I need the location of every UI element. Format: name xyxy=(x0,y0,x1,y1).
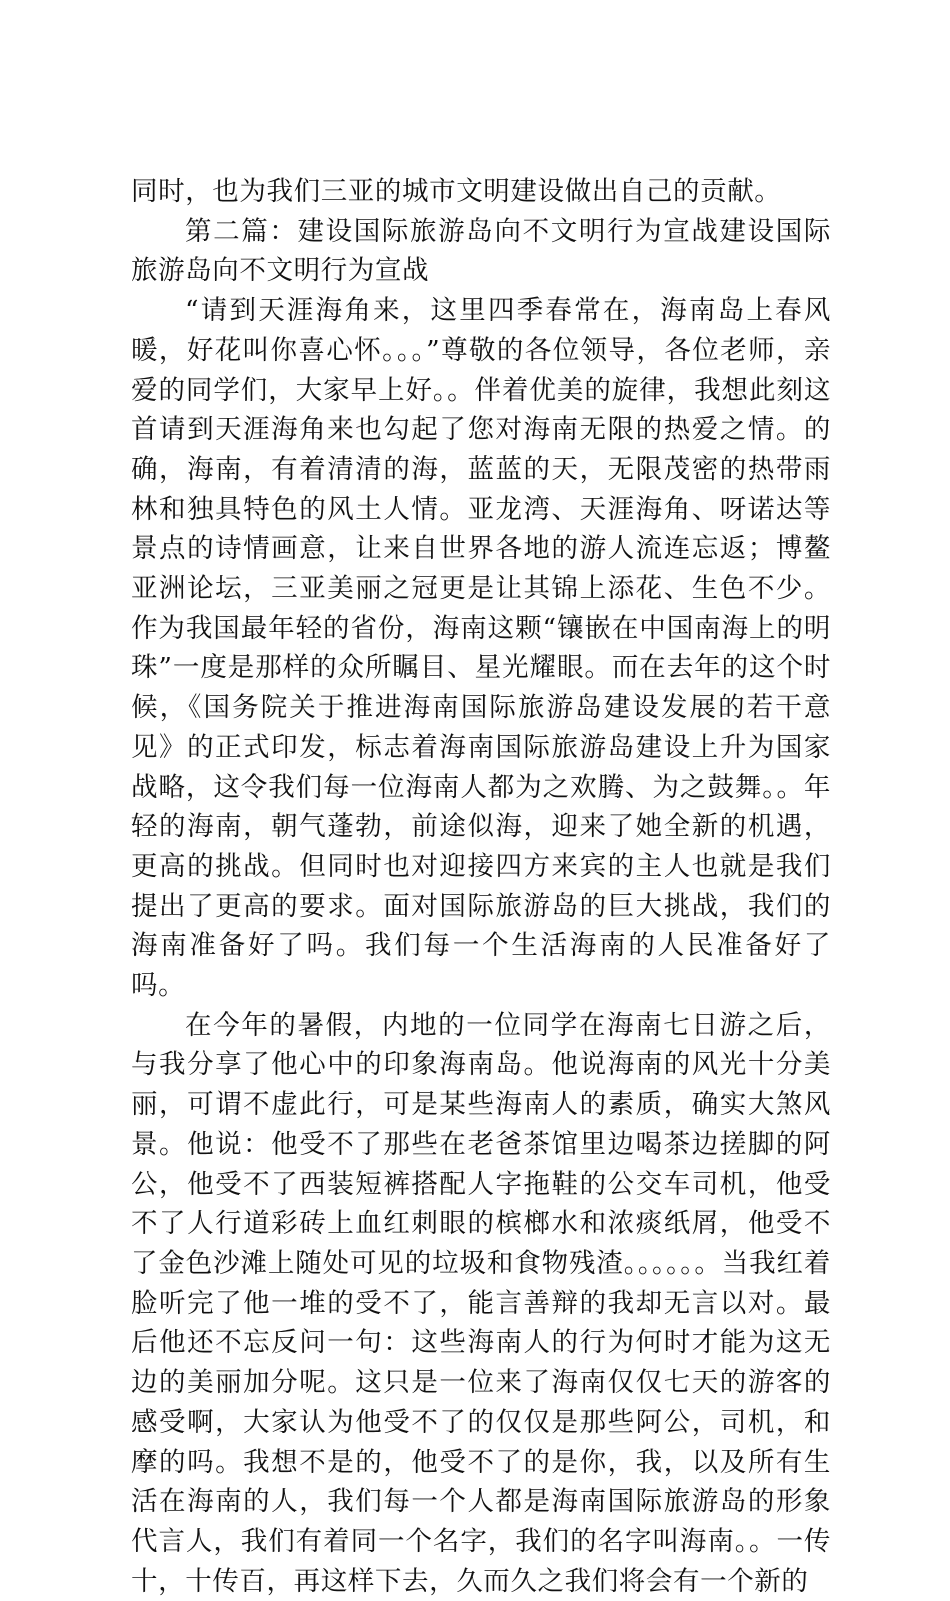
paragraph-continuation: 同时，也为我们三亚的城市文明建设做出自己的贡献。 xyxy=(131,176,782,207)
paragraph-tourist-story: 在今年的暑假，内地的一位同学在海南七日游之后，与我分享了他心中的印象海南岛。他说海南的风光十分美丽，可谓不虚此行，可是某些海南人的素质，确实大煞风景。他说：他受不了那些在老爸茶馆里边喝茶边搓脚的阿公，他受不了西装短裤搭配人字拖鞋的公交车司机，他受不了人行道彩砖上血红刺眼的槟榔水和浓痰纸屑，他受不了金色沙滩上随处可见的垃圾和食物残渣。。。。。。当我红着脸听完了他一堆的受不了，能言善辩的我却无言以对。最后他还不忘反问一句：这些海南人的行为何时才能为这无边的美丽加分呢。这只是一位来了海南仅仅七天的游客的感受啊，大家认为他受不了的仅仅是那些阿公，司机，和摩的吗。我想不是的，他受不了的是你，我，以及所有生活在海南的人，我们每一个人都是海南国际旅游岛的形象代言人，我们有着同一个名字，我们的名字叫海南。。一传十，十传百，再这样下去，久而久之我们将会有一个新的 xyxy=(131,1009,831,1597)
paragraph-section-heading: 第二篇：建设国际旅游岛向不文明行为宣战建设国际旅游岛向不文明行为宣战 xyxy=(131,215,831,287)
paragraph-speech-opening: “请到天涯海角来，这里四季春常在，海南岛上春风暖，好花叫你喜心怀。。。”尊敬的各位领导，各位老师，亲爱的同学们，大家早上好。。伴着优美的旋律，我想此刻这首请到天涯海角来也勾起了您对海南无限的热爱之情。的确，海南，有着清清的海，蓝蓝的天，无限茂密的热带雨林和独具特色的风土人情。亚龙湾、天涯海角、呀诺达等景点的诗情画意，让来自世界各地的游人流连忘返；博鳌亚洲论坛，三亚美丽之冠更是让其锦上添花、生色不少。作为我国最年轻的省份，海南这颗“镶嵌在中国南海上的明珠”一度是那样的众所瞩目、星光耀眼。而在去年的这个时候，《国务院关于推进海南国际旅游岛建设发展的若干意见》的正式印发，标志着海南国际旅游岛建设上升为国家战略，这令我们每一位海南人都为之欢腾、为之鼓舞。。年轻的海南，朝气蓬勃，前途似海，迎来了她全新的机遇，更高的挑战。但同时也对迎接四方来宾的主人也就是我们提出了更高的要求。面对国际旅游岛的巨大挑战，我们的海南准备好了吗。我们每一个生活海南的人民准备好了吗。 xyxy=(131,295,831,1002)
document-body xyxy=(131,172,831,1601)
